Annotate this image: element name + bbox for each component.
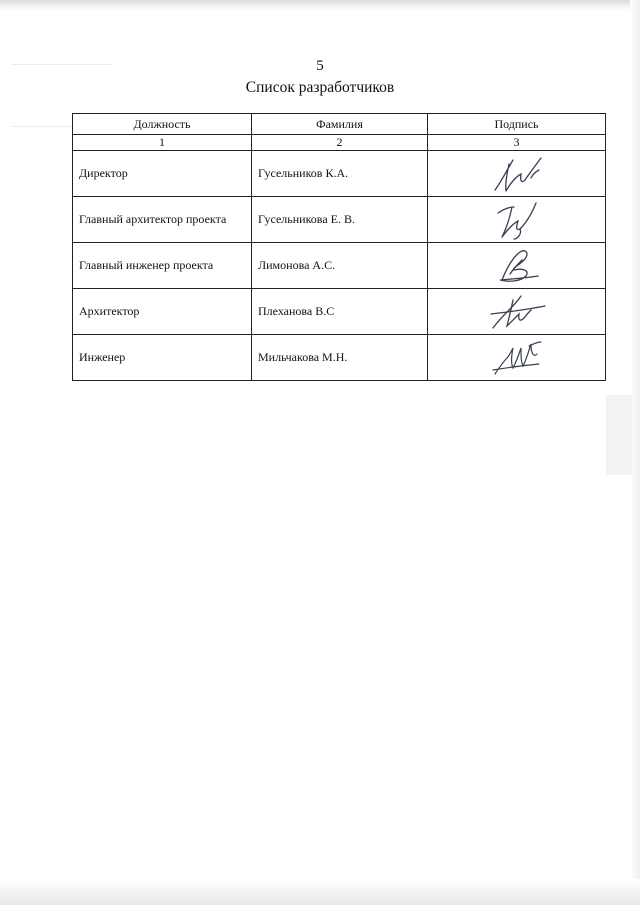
page-number: 5 <box>316 58 324 74</box>
scan-edge-top <box>0 0 640 10</box>
signature-cell <box>428 197 606 243</box>
handwritten-signature <box>487 154 547 194</box>
handwritten-signature <box>489 338 545 378</box>
handwritten-signature <box>487 292 547 332</box>
signature-cell <box>428 335 606 381</box>
position-cell: Главный инженер проекта <box>73 243 252 289</box>
developers-table <box>72 113 606 381</box>
position-cell: Инженер <box>73 335 252 381</box>
column-number: 2 <box>252 135 428 151</box>
header-name: Фамилия <box>252 114 428 135</box>
handwritten-signature <box>492 246 542 286</box>
position-cell: Директор <box>73 151 252 197</box>
signature-cell <box>428 289 606 335</box>
position-cell: Главный архитектор проекта <box>73 197 252 243</box>
table-header-row <box>73 114 606 135</box>
table-row <box>73 243 606 289</box>
bleed-through-mark <box>12 126 72 127</box>
name-cell: Гусельникова Е. В. <box>252 197 428 243</box>
signature-cell <box>428 243 606 289</box>
column-number-row <box>73 135 606 151</box>
table-row <box>73 151 606 197</box>
table-row <box>73 289 606 335</box>
header-signature: Подпись <box>428 114 606 135</box>
signature-cell <box>428 151 606 197</box>
column-number: 1 <box>73 135 252 151</box>
document-title: Список разработчиков <box>245 79 395 96</box>
handwritten-signature <box>492 199 542 241</box>
header-position: Должность <box>73 114 252 135</box>
name-cell: Лимонова А.С. <box>252 243 428 289</box>
name-cell: Гусельников К.А. <box>252 151 428 197</box>
column-number: 3 <box>428 135 606 151</box>
name-cell: Мильчакова М.Н. <box>252 335 428 381</box>
table-row <box>73 197 606 243</box>
table-row <box>73 335 606 381</box>
scan-edge-bottom <box>0 879 640 905</box>
name-cell: Плеханова В.С <box>252 289 428 335</box>
bleed-through-mark <box>606 395 632 475</box>
position-cell: Архитектор <box>73 289 252 335</box>
